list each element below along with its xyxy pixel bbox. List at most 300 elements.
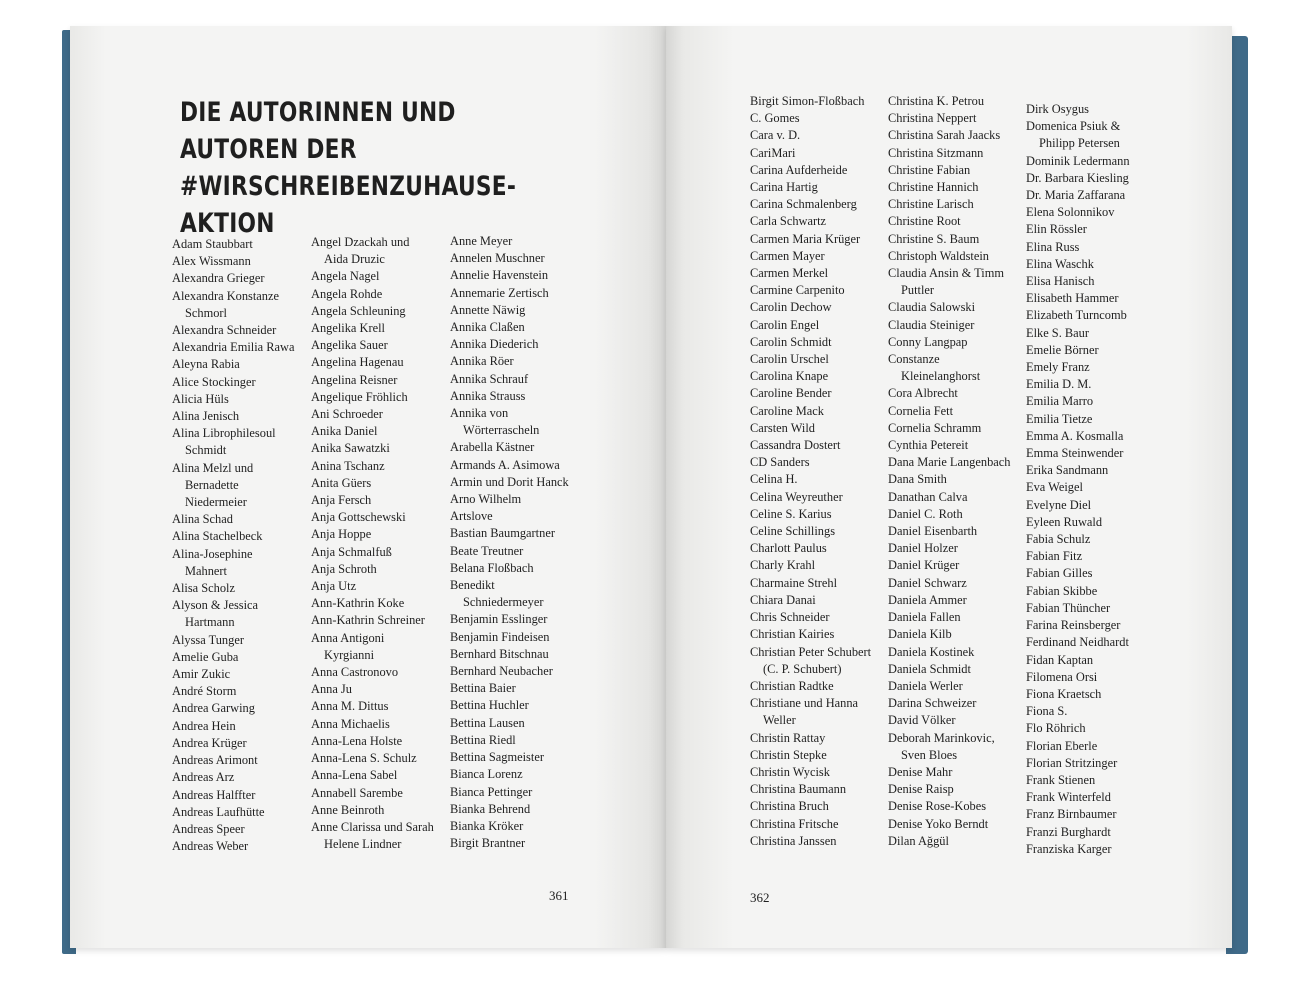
author-name-line: Alina Jenisch (172, 409, 240, 424)
author-name-line: Anna Ju (311, 682, 352, 697)
author-name-line: Anne Clarissa und Sarah (311, 819, 434, 834)
author-name-line: Annemarie Zertisch (450, 285, 549, 300)
author-name (1026, 652, 1130, 669)
author-name-line: Anja Schroth (311, 561, 377, 576)
author-name-line: Artslove (450, 509, 493, 524)
author-name (750, 592, 871, 609)
author-name-line: Bernhard Bitschnau (450, 646, 549, 661)
author-name-line: Fabian Fitz (1026, 549, 1083, 564)
author-name-line: Cornelia Schramm (888, 420, 982, 435)
author-name-line: Carolina Knape (750, 369, 829, 384)
author-name (888, 454, 1010, 471)
author-name (1026, 290, 1130, 307)
author-name-line: Christina Baumann (750, 782, 847, 797)
author-name-line: Charmaine Strehl (750, 575, 838, 590)
author-name (750, 127, 871, 144)
author-name (450, 835, 569, 852)
author-name-line: Christina Bruch (750, 799, 829, 814)
author-name-continuation: Bernadette (185, 477, 239, 492)
author-name-line: Annelie Havenstein (450, 268, 549, 283)
author-name-line: Arno Wilhelm (450, 492, 522, 507)
author-name-line: Dilan Ağgül (888, 833, 949, 848)
author-name-line: Andreas Laufhütte (172, 804, 265, 819)
author-name-line: Carmine Carpenito (750, 283, 845, 298)
author-name (1026, 479, 1130, 496)
author-name (450, 250, 569, 267)
author-name-line: Carmen Maria Krüger (750, 231, 861, 246)
author-name-line: Birgit Brantner (450, 836, 526, 851)
author-name (888, 351, 1010, 385)
author-name (750, 454, 871, 471)
author-name (311, 664, 434, 681)
author-name (1026, 376, 1130, 393)
author-name (311, 423, 434, 440)
author-name (450, 371, 569, 388)
author-name (888, 523, 1010, 540)
author-name (750, 540, 871, 557)
author-name-line: Celina H. (750, 472, 798, 487)
author-name (172, 236, 295, 253)
author-name-line: Anja Schmalfuß (311, 544, 392, 559)
author-name (888, 299, 1010, 316)
author-name-line: Daniela Kostinek (888, 644, 975, 659)
author-name-line: Daniel C. Roth (888, 506, 963, 521)
author-name (888, 712, 1010, 729)
author-name (311, 526, 434, 543)
author-name (750, 764, 871, 781)
author-name (172, 580, 295, 597)
author-name (450, 629, 569, 646)
author-name (172, 735, 295, 752)
author-name-line: Anna Antigoni (311, 630, 385, 645)
author-name-continuation: Hartmann (185, 615, 235, 630)
author-name (450, 302, 569, 319)
author-name (750, 471, 871, 488)
author-name (750, 489, 871, 506)
author-name (750, 403, 871, 420)
author-name (750, 213, 871, 230)
author-name (450, 388, 569, 405)
author-name-line: Cynthia Petereit (888, 438, 969, 453)
author-name-line: Annelen Muschner (450, 251, 545, 266)
author-name-line: Angela Rohde (311, 286, 383, 301)
author-name-line: Annika Schrauf (450, 371, 529, 386)
author-name-line: Anna Michaelis (311, 716, 390, 731)
author-name-line: Bettina Lausen (450, 715, 525, 730)
author-name (750, 557, 871, 574)
author-name (450, 766, 569, 783)
author-name-line: Elin Rössler (1026, 222, 1087, 237)
author-name-line: Denise Yoko Berndt (888, 816, 989, 831)
author-name-line: Bernhard Neubacher (450, 664, 553, 679)
author-name-line: Elizabeth Turncomb (1026, 308, 1127, 323)
author-name-line: Cornelia Fett (888, 403, 954, 418)
author-name-line: Carmen Mayer (750, 248, 825, 263)
author-name-line: Ann-Kathrin Schreiner (311, 613, 425, 628)
author-column-3 (450, 233, 569, 852)
author-name-line: Angelique Fröhlich (311, 389, 408, 404)
author-name-line: Annika Röer (450, 354, 514, 369)
author-name (750, 162, 871, 179)
author-name (1026, 755, 1130, 772)
author-name (172, 356, 295, 373)
author-name-line: Carina Hartig (750, 180, 818, 195)
author-name-line: Elina Russ (1026, 239, 1080, 254)
author-name-line: Annette Näwig (450, 302, 526, 317)
author-name (750, 231, 871, 248)
author-name (450, 543, 569, 560)
heading-line-2: #WIRSCHREIBENZUHAUSE-AKTION (180, 171, 517, 239)
author-name-line: Angela Schleuning (311, 303, 406, 318)
author-name (1026, 634, 1130, 651)
author-name (750, 609, 871, 626)
author-name (750, 196, 871, 213)
author-name-line: Cassandra Dostert (750, 438, 841, 453)
author-name (888, 179, 1010, 196)
author-name-line: CariMari (750, 145, 796, 160)
author-name (750, 110, 871, 127)
author-name-line: Caroline Bender (750, 386, 832, 401)
author-name (1026, 514, 1130, 531)
author-name-line: Farina Reinsberger (1026, 618, 1121, 633)
author-name-line: Andrea Garwing (172, 701, 255, 716)
author-column-1 (172, 236, 295, 855)
author-name-line: Anna-Lena Holste (311, 733, 403, 748)
author-name-line: Bianca Pettinger (450, 784, 533, 799)
author-name-line: Christin Wycisk (750, 764, 830, 779)
author-name (888, 781, 1010, 798)
author-name (888, 540, 1010, 557)
author-name (450, 801, 569, 818)
author-name (1026, 118, 1130, 152)
author-name-line: Emma A. Kosmalla (1026, 428, 1124, 443)
author-name (450, 818, 569, 835)
author-name-line: André Storm (172, 684, 237, 699)
author-name-line: Celine S. Karius (750, 506, 832, 521)
author-name-line: Danathan Calva (888, 489, 968, 504)
author-name-line: Fiona Kraetsch (1026, 686, 1102, 701)
author-name-line: Bettina Riedl (450, 732, 516, 747)
author-name-line: Anne Beinroth (311, 802, 385, 817)
author-name (1026, 170, 1130, 187)
author-name-line: Denise Raisp (888, 782, 954, 797)
author-name (172, 339, 295, 356)
author-column-2 (311, 234, 434, 853)
author-name (888, 730, 1010, 764)
author-name-line: Claudia Steiniger (888, 317, 975, 332)
author-name-line: Beate Treutner (450, 543, 524, 558)
author-name (172, 666, 295, 683)
author-name (311, 320, 434, 337)
author-name (1026, 772, 1130, 789)
author-name (1026, 789, 1130, 806)
author-name-line: Angel Dzackah und (311, 235, 410, 249)
author-name (1026, 204, 1130, 221)
author-name-line: Annika Claßen (450, 320, 525, 335)
author-name (888, 695, 1010, 712)
author-name-continuation: Wörterrascheln (463, 423, 540, 438)
author-name (888, 506, 1010, 523)
author-name (888, 471, 1010, 488)
author-name-line: Carina Aufderheide (750, 162, 848, 177)
author-name-continuation: Helene Lindner (324, 837, 402, 852)
author-name (1026, 428, 1130, 445)
author-name-line: Alexandra Schneider (172, 323, 277, 338)
author-name (172, 821, 295, 838)
author-name-line: Andreas Halffter (172, 787, 256, 802)
author-name-line: Fabian Skibbe (1026, 583, 1098, 598)
author-name-line: Celine Schillings (750, 524, 836, 539)
author-name-line: Christina Neppert (888, 111, 977, 126)
author-name (450, 336, 569, 353)
author-name-line: Anika Daniel (311, 424, 378, 439)
author-name-line: Filomena Orsi (1026, 669, 1098, 684)
author-name (1026, 359, 1130, 376)
author-name (1026, 669, 1130, 686)
author-name (888, 420, 1010, 437)
author-name (750, 798, 871, 815)
author-name-continuation: Puttler (901, 283, 935, 298)
author-name-line: Anika Sawatzki (311, 441, 390, 456)
author-name (1026, 221, 1130, 238)
author-name-line: Flo Röhrich (1026, 721, 1086, 736)
author-name-continuation: Kleinelanghorst (901, 369, 981, 384)
author-name (311, 819, 434, 853)
author-name (750, 730, 871, 747)
author-name-line: Alexandra Grieger (172, 271, 265, 286)
author-name (750, 816, 871, 833)
author-name-line: Elena Solonnikov (1026, 205, 1115, 220)
author-name-line: Ani Schroeder (311, 407, 383, 422)
author-name (888, 489, 1010, 506)
author-name-line: Anja Gottschewski (311, 510, 406, 525)
author-name-line: Alina Stachelbeck (172, 529, 263, 544)
author-name (888, 833, 1010, 850)
author-name-line: Christina Janssen (750, 833, 837, 848)
author-column-4 (750, 93, 871, 850)
author-name-line: C. Gomes (750, 111, 800, 126)
author-name (750, 145, 871, 162)
author-name (172, 460, 295, 512)
author-name-line: Anna Castronovo (311, 665, 399, 680)
author-name-line: Charly Krahl (750, 558, 816, 573)
author-name-line: David Völker (888, 713, 956, 728)
author-name (450, 577, 569, 611)
author-name (888, 385, 1010, 402)
author-name (1026, 617, 1130, 634)
author-name-line: Charlott Paulus (750, 541, 827, 556)
author-name (1026, 720, 1130, 737)
author-name-line: Franzi Burghardt (1026, 824, 1111, 839)
author-name (450, 611, 569, 628)
author-name-continuation: Niedermeier (185, 495, 247, 510)
author-name (888, 437, 1010, 454)
author-name (450, 525, 569, 542)
author-name-line: Claudia Ansin & Timm (888, 266, 1005, 281)
author-name (888, 678, 1010, 695)
author-name-line: Alina Melzl und (172, 460, 254, 475)
author-name-line: Frank Winterfeld (1026, 790, 1111, 805)
author-name-line: Andrea Hein (172, 718, 236, 733)
author-name (172, 632, 295, 649)
author-name-line: Christian Kairies (750, 627, 835, 642)
author-name-line: Anna-Lena Sabel (311, 768, 398, 783)
author-name-line: Angelina Reisner (311, 372, 398, 387)
author-name-line: Christine S. Baum (888, 231, 980, 246)
author-name-line: Alyssa Tunger (172, 632, 244, 647)
author-name-continuation: Sven Bloes (901, 747, 958, 762)
author-name (450, 474, 569, 491)
author-name-line: Andreas Speer (172, 821, 245, 836)
author-name (750, 368, 871, 385)
author-name-line: Fabian Thüncher (1026, 600, 1111, 615)
author-name (750, 317, 871, 334)
author-name (750, 93, 871, 110)
author-name-line: Carolin Urschel (750, 352, 829, 367)
author-name (311, 406, 434, 423)
author-name (888, 162, 1010, 179)
author-name (450, 646, 569, 663)
author-name (311, 234, 434, 268)
author-name-line: Birgit Simon-Floßbach (750, 94, 865, 108)
author-name (888, 609, 1010, 626)
author-name (311, 802, 434, 819)
author-name (172, 649, 295, 666)
author-name-line: Adam Staubbart (172, 237, 253, 251)
author-name-line: Alexandria Emilia Rawa (172, 340, 295, 355)
author-name-line: Dr. Barbara Kiesling (1026, 170, 1129, 185)
author-name-line: Alice Stockinger (172, 374, 256, 389)
author-name-line: CD Sanders (750, 455, 810, 470)
author-name-line: Emilia Tietze (1026, 411, 1093, 426)
author-name (311, 595, 434, 612)
author-name-line: Alina Librophilesoul (172, 426, 276, 441)
author-name (172, 511, 295, 528)
author-name-line: Florian Eberle (1026, 738, 1098, 753)
author-name (750, 695, 871, 729)
author-name (888, 575, 1010, 592)
author-name (311, 750, 434, 767)
author-name-line: Denise Mahr (888, 764, 953, 779)
author-name (450, 491, 569, 508)
author-name-line: Carolin Schmidt (750, 334, 832, 349)
author-name (888, 110, 1010, 127)
author-name (1026, 325, 1130, 342)
author-name (1026, 101, 1130, 118)
author-name (172, 683, 295, 700)
author-name (450, 405, 569, 439)
author-name-line: Anna M. Dittus (311, 699, 389, 714)
author-name (888, 798, 1010, 815)
author-name (888, 145, 1010, 162)
author-name (750, 420, 871, 437)
author-name-line: Christine Larisch (888, 197, 974, 212)
author-name (888, 334, 1010, 351)
author-name (1026, 497, 1130, 514)
author-name-line: Anna-Lena S. Schulz (311, 751, 417, 766)
author-name (1026, 565, 1130, 582)
author-name-line: Anja Hoppe (311, 527, 372, 542)
author-name-line: Elisa Hanisch (1026, 274, 1095, 289)
author-name (172, 374, 295, 391)
author-name-continuation: Schniedermeyer (463, 595, 544, 610)
author-name (750, 334, 871, 351)
author-name (450, 319, 569, 336)
author-name (172, 838, 295, 855)
author-name (750, 644, 871, 678)
author-name-line: Claudia Salowski (888, 300, 976, 315)
author-name (1026, 256, 1130, 273)
author-name-line: Darina Schweizer (888, 696, 977, 711)
author-name (311, 458, 434, 475)
author-name-line: Elke S. Baur (1026, 325, 1089, 340)
author-name-line: Carina Schmalenberg (750, 197, 857, 212)
author-name (172, 700, 295, 717)
author-name-line: Christina Sitzmann (888, 145, 984, 160)
author-name (888, 93, 1010, 110)
author-name (750, 248, 871, 265)
author-name-line: Domenica Psiuk & (1026, 119, 1121, 134)
author-name-line: Ferdinand Neidhardt (1026, 635, 1129, 650)
author-name-line: Amir Zukic (172, 667, 231, 682)
author-name (450, 732, 569, 749)
author-name (1026, 531, 1130, 548)
author-name (1026, 686, 1130, 703)
author-name-line: Armin und Dorit Hanck (450, 474, 569, 489)
author-name-line: Christina Fritsche (750, 816, 839, 831)
author-name (1026, 273, 1130, 290)
author-name (1026, 738, 1130, 755)
author-name-continuation: Schmidt (185, 443, 227, 458)
author-name-line: Benedikt (450, 578, 495, 593)
author-name (888, 816, 1010, 833)
author-name-line: Carsten Wild (750, 420, 816, 435)
author-name (311, 578, 434, 595)
author-name-line: Emilia Marro (1026, 394, 1094, 409)
author-name-line: Christine Hannich (888, 180, 979, 195)
author-name-continuation: Aida Druzic (324, 252, 385, 267)
author-name-line: Bastian Baumgartner (450, 526, 555, 541)
page-number-right: 362 (750, 890, 770, 905)
author-name (1026, 239, 1130, 256)
author-name (450, 697, 569, 714)
author-name (172, 804, 295, 821)
author-name-line: Carolin Engel (750, 317, 820, 332)
author-name-line: Daniel Krüger (888, 558, 960, 573)
author-name-line: Caroline Mack (750, 403, 824, 418)
author-name (450, 267, 569, 284)
author-name-line: Andreas Arz (172, 770, 235, 785)
author-name-line: Alyson & Jessica (172, 598, 259, 613)
author-name (750, 626, 871, 643)
author-name-line: Christiane und Hanna (750, 696, 859, 711)
author-name-line: Bettina Huchler (450, 698, 529, 713)
author-name (888, 196, 1010, 213)
author-name-line: Dirk Osygus (1026, 102, 1089, 116)
author-name-line: Christian Radtke (750, 678, 834, 693)
author-name-line: Belana Floßbach (450, 560, 534, 575)
author-name (1026, 307, 1130, 324)
author-name (311, 733, 434, 750)
author-name (172, 408, 295, 425)
author-name-line: Franz Birnbaumer (1026, 807, 1117, 822)
author-name-continuation: Schmorl (185, 305, 227, 320)
author-name (888, 213, 1010, 230)
author-name-line: Daniela Kilb (888, 627, 952, 642)
author-name-line: Daniel Schwarz (888, 575, 967, 590)
author-name (311, 337, 434, 354)
author-name-line: Fabia Schulz (1026, 532, 1091, 547)
